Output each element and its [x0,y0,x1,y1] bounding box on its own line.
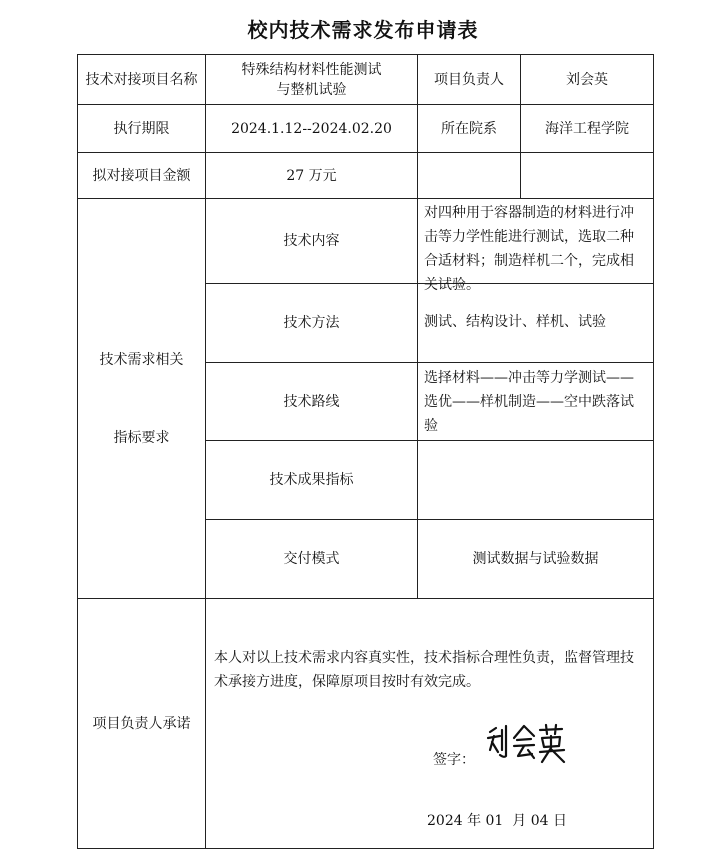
tech-route-value [424,366,642,440]
tech-route-label: 技术路线 [283,393,340,410]
project-name-line1: 特殊结构材料性能测试 [241,61,382,78]
project-name-value [206,55,417,104]
commitment-statement-box [214,646,646,694]
leader-label: 项目负责人 [434,71,504,88]
requirements-label-line1: 技术需求相关 [99,351,184,368]
tech-method-label: 技术方法 [283,315,340,331]
handwritten-signature [484,722,568,764]
table-border-right [653,54,654,849]
project-name-line2: 与整机试验 [276,81,347,98]
period-label: 执行期限 [113,120,170,137]
tech-content-value [424,201,642,293]
tech-method-value [424,284,646,362]
commitment-statement: 本人对以上技术需求内容真实性，技术指标合理性负责，监督管理技术承接方进度，保障原项目按时有效完成。 [214,650,634,690]
tech-content-label: 技术内容 [283,233,340,249]
leader-value: 刘会英 [566,71,608,88]
amount-value: 27 万元 [286,167,337,184]
department-value: 海洋工程学院 [545,120,629,137]
tech-method-text: 测试、结构设计、样机、试验 [424,314,606,330]
requirements-label [78,199,205,598]
tech-output-label: 技术成果指标 [269,472,354,488]
amount-label: 拟对接项目金额 [92,167,191,184]
form-title: 校内技术需求发布申请表 [247,18,479,42]
commitment-date: 2024 年 01 月 04 日 [427,813,567,829]
tech-content-text: 对四种用于容器制造的材料进行冲击等力学性能进行测试，选取二种合适材料；制造样机二个，完成相关试验。 [424,205,634,293]
tech-route-text: 选择材料——冲击等力学测试——选优——样机制造——空中跌落试验 [424,370,634,434]
table-border-bottom [77,848,654,849]
project-name-label: 技术对接项目名称 [85,71,198,88]
delivery-mode-value: 测试数据与试验数据 [472,551,599,567]
department-label: 所在院系 [441,120,497,137]
period-value: 2024.1.12--2024.02.20 [231,120,392,137]
delivery-mode-label: 交付模式 [283,551,340,567]
requirements-label-line2: 指标要求 [113,429,170,446]
commitment-label: 项目负责人承诺 [92,715,191,732]
signature-label: 签字： [433,752,475,768]
tech-output-value [418,441,653,519]
